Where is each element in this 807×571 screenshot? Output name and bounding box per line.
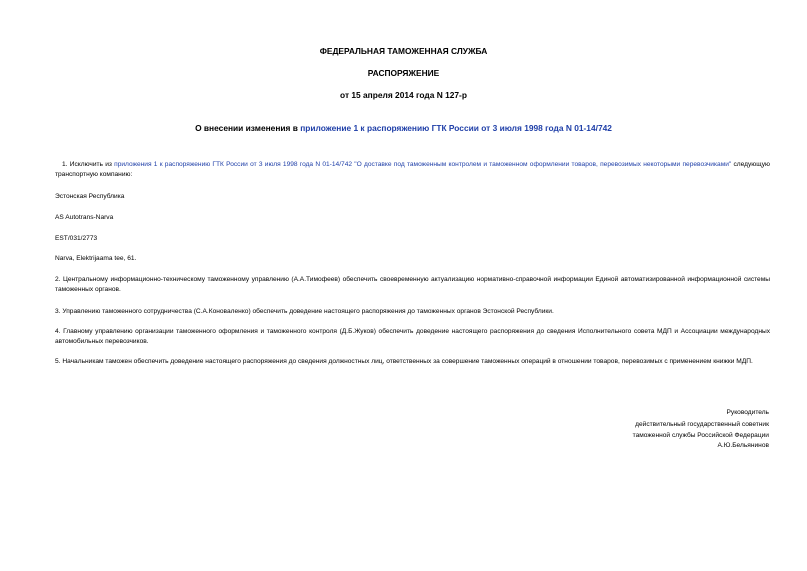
paragraph-4: 4. Главному управлению организации таможенного оформления и таможенного контроля (Д.Б.Жуков) обеспечить доведение настоящего распоряжения до сведения Исполнительного совета МДП и Ассоциации международных автомобильных перевозчиков. xyxy=(55,328,770,345)
agency-title: ФЕДЕРАЛЬНАЯ ТАМОЖЕННАЯ СЛУЖБА xyxy=(319,46,488,56)
document-date-number: от 15 апреля 2014 года N 127-р xyxy=(340,90,467,100)
subject-link[interactable]: приложение 1 к распоряжению ГТК России от 3 июля 1998 года N 01-14/742 xyxy=(300,123,612,133)
company-code: EST/031/2773 xyxy=(55,235,98,242)
paragraph-1-prefix: 1. Исключить из xyxy=(62,161,115,168)
document-subject xyxy=(0,123,807,134)
signature-rank-line-1: действительный государственный советник xyxy=(635,421,769,428)
paragraph-5: 5. Начальникам таможен обеспечить доведение настоящего распоряжения до сведения должностных лиц, ответственных за совершение таможенных операций в отношении товаров, перевозимых с применением книжки МДП. xyxy=(55,358,753,365)
company-address: Narva, Elektrijaama tee, 61. xyxy=(55,255,137,262)
company-country: Эстонская Республика xyxy=(55,193,125,200)
document-type: РАСПОРЯЖЕНИЕ xyxy=(367,68,440,78)
company-name: AS Autotrans-Narva xyxy=(55,214,114,221)
signature-title: Руководитель xyxy=(726,409,769,416)
signature-name: А.Ю.Бельянинов xyxy=(717,442,769,449)
paragraph-3: 3. Управлению таможенного сотрудничества (С.А.Коноваленко) обеспечить доведение настоящего распоряжения до таможенных органов Эстонской Республики. xyxy=(55,308,554,315)
paragraph-1 xyxy=(55,160,770,180)
signature-rank-line-2: таможенной службы Российской Федерации xyxy=(632,432,769,439)
subject-prefix: О внесении изменения в xyxy=(195,123,301,133)
paragraph-2: 2. Центральному информационно-техническому таможенному управлению (А.А.Тимофеев) обеспечить своевременную актуализацию нормативно-справочной информации Единой автоматизированной информационной системы таможенных органов. xyxy=(55,276,770,293)
paragraph-1-link[interactable]: приложения 1 к распоряжению ГТК России от 3 июля 1998 года N 01-14/742 "О доставке под таможенным контролем и таможенном оформлении товаров, перевозимых некоторыми перевозчиками" xyxy=(114,161,732,168)
paragraph-1-suffix: следующую транспортную компанию: xyxy=(55,161,770,178)
